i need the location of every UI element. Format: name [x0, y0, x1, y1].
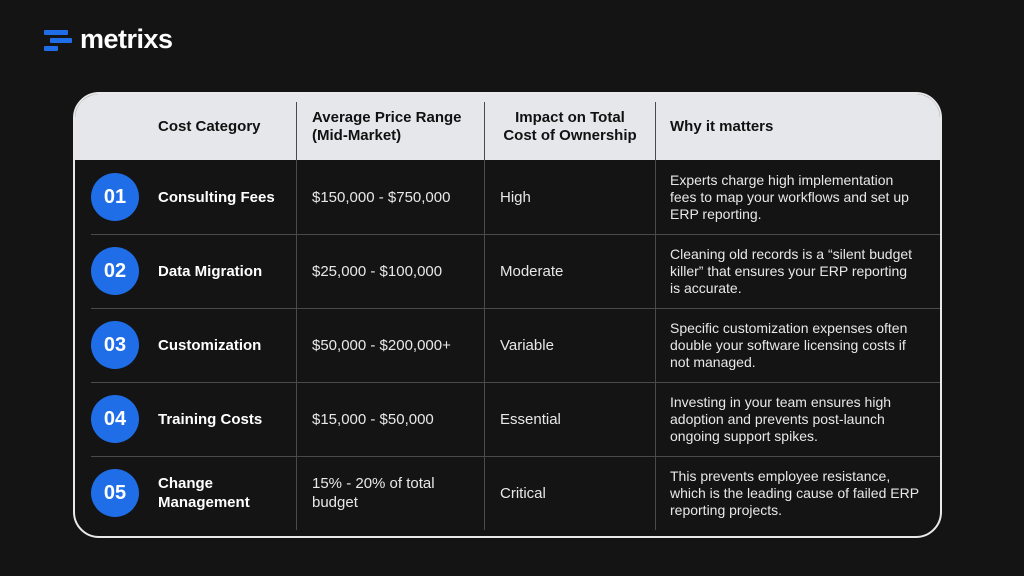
why-line: adoption and prevents post-launch	[670, 410, 885, 427]
category-text: Data Migration	[158, 262, 263, 280]
row-impact: Critical	[500, 484, 546, 502]
row-number-badge: 05	[91, 469, 139, 517]
logo-bar	[44, 46, 58, 51]
category-text: Customization	[158, 336, 262, 354]
row-number-badge: 02	[91, 247, 139, 295]
row-category	[158, 308, 293, 382]
why-line: Investing in your team ensures high	[670, 393, 892, 410]
price-text: budget	[312, 494, 358, 511]
why-line: double your software licensing costs if	[670, 336, 906, 353]
cost-table	[73, 92, 942, 538]
row-category	[158, 234, 293, 308]
row-number-badge: 01	[91, 173, 139, 221]
row-price-range	[312, 456, 482, 530]
header-price-range	[312, 94, 487, 160]
category-text: Training Costs	[158, 410, 263, 428]
why-line: is accurate.	[670, 279, 742, 296]
row-number-badge: 03	[91, 321, 139, 369]
row-impact: Moderate	[500, 262, 564, 280]
brand-logo	[44, 24, 173, 55]
logo-bar	[50, 38, 72, 43]
why-line: reporting projects.	[670, 501, 783, 518]
row-category	[158, 160, 293, 234]
table-header-row	[75, 94, 940, 160]
brand-name: metrixs	[80, 24, 173, 54]
why-line: Cleaning old records is a “silent budget	[670, 245, 913, 262]
why-line: ERP reporting.	[670, 205, 762, 222]
why-line: killer” that ensures your ERP reporting	[670, 262, 908, 279]
header-label: (Mid-Market)	[312, 127, 402, 144]
column-divider	[484, 102, 485, 530]
row-number-badge: 04	[91, 395, 139, 443]
price-text: $25,000 - $100,000	[312, 262, 443, 280]
row-why	[670, 456, 935, 530]
header-label: Why it matters	[670, 118, 774, 135]
header-label: Cost of Ownership	[503, 127, 637, 144]
row-why	[670, 308, 935, 382]
logo-bar	[44, 30, 68, 35]
price-text: $150,000 - $750,000	[312, 188, 451, 206]
header-label: Impact on Total	[515, 109, 625, 126]
category-text: Management	[158, 494, 250, 511]
row-why	[670, 382, 935, 456]
why-line: Experts charge high implementation	[670, 171, 894, 188]
price-text: $50,000 - $200,000+	[312, 336, 451, 354]
row-why	[670, 234, 935, 308]
row-price-range	[312, 160, 482, 234]
category-text: Consulting Fees	[158, 188, 275, 206]
price-text: 15% - 20% of total	[312, 475, 435, 492]
header-why-it-matters	[670, 94, 930, 160]
header-impact	[485, 94, 655, 160]
column-divider	[655, 102, 656, 530]
logo-bars-icon	[44, 26, 72, 54]
row-why	[670, 160, 935, 234]
row-impact: Variable	[500, 336, 554, 354]
row-price-range	[312, 234, 482, 308]
price-text: $15,000 - $50,000	[312, 410, 434, 428]
column-divider	[296, 102, 297, 530]
why-line: not managed.	[670, 353, 756, 370]
why-line: Specific customization expenses often	[670, 319, 908, 336]
why-line: fees to map your workflows and set up	[670, 188, 909, 205]
why-line: ongoing support spikes.	[670, 427, 818, 444]
row-category	[158, 456, 293, 530]
row-price-range	[312, 308, 482, 382]
header-label: Cost Category	[158, 118, 261, 135]
why-line: which is the leading cause of failed ERP	[670, 484, 920, 501]
header-cost-category	[158, 94, 293, 160]
row-category	[158, 382, 293, 456]
why-line: This prevents employee resistance,	[670, 467, 891, 484]
row-price-range	[312, 382, 482, 456]
row-impact: Essential	[500, 410, 561, 428]
category-text: Change	[158, 475, 214, 492]
header-label: Average Price Range	[312, 109, 462, 126]
row-impact: High	[500, 188, 531, 206]
